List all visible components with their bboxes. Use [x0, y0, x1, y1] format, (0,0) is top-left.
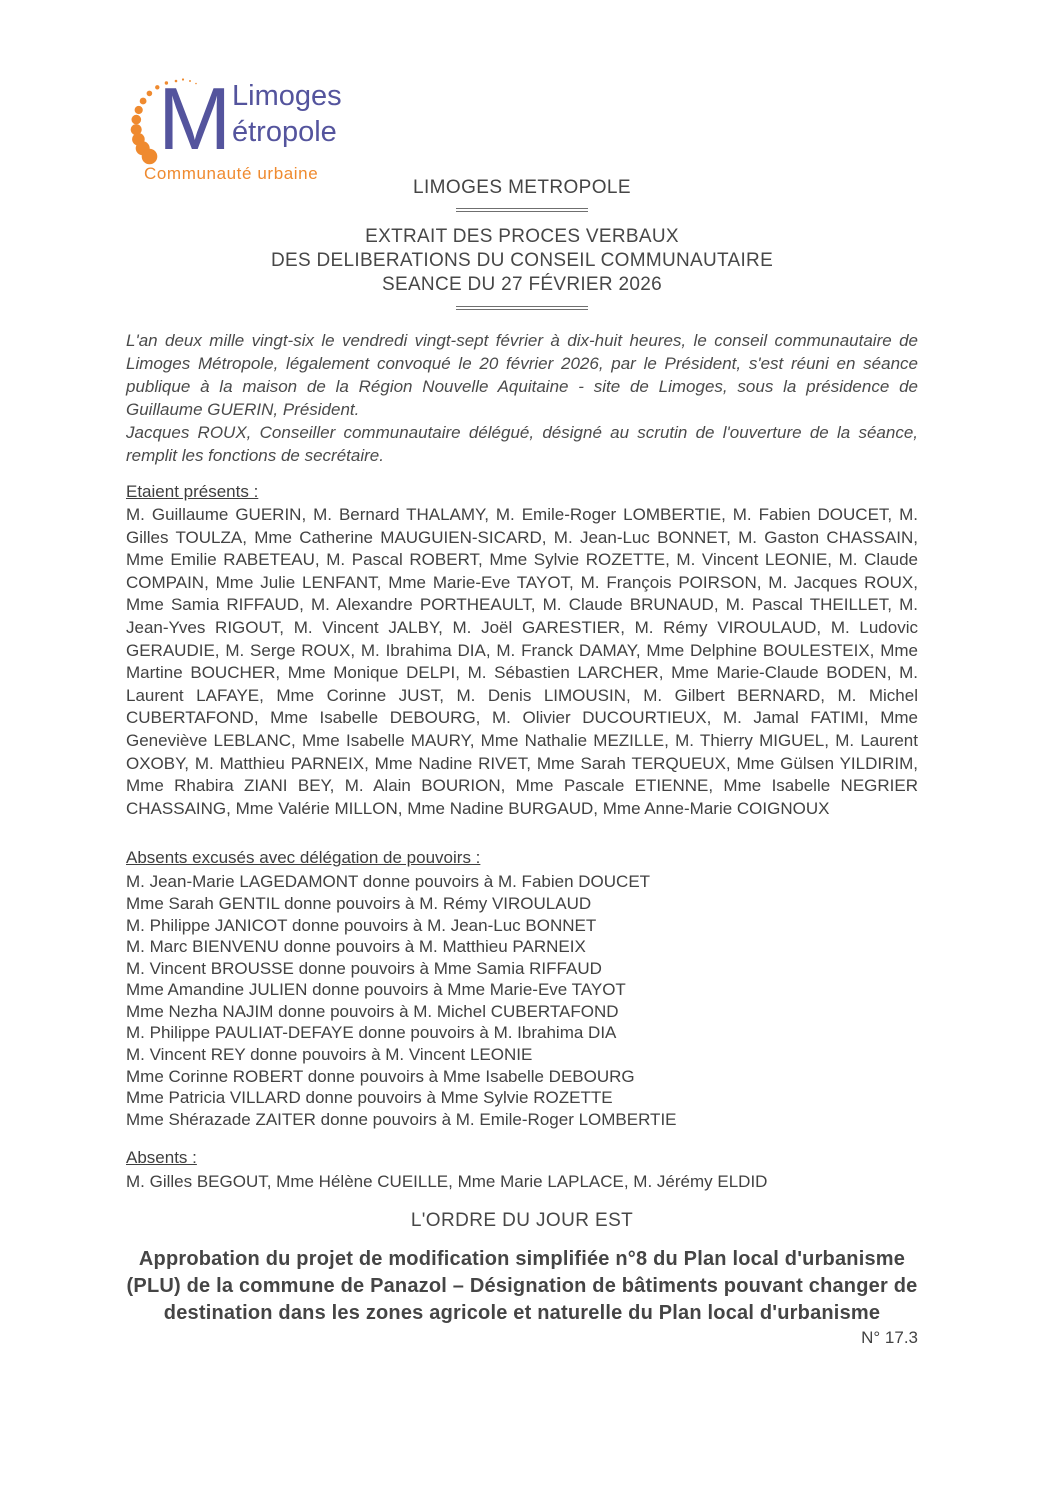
delegation-list	[126, 871, 918, 1130]
document-title-line1: EXTRAIT DES PROCES VERBAUX	[365, 226, 679, 247]
delegation-line: Mme Corinne ROBERT donne pouvoirs à Mme Isabelle DEBOURG	[126, 1066, 635, 1086]
agenda-item-number: N° 17.3	[861, 1328, 918, 1348]
agenda-heading: L'ORDRE DU JOUR EST	[410, 1210, 634, 1232]
separator-line	[456, 208, 588, 212]
session-intro-paragraph1: L'an deux mille vingt-six le vendredi vingt-sept février à dix-huit heures, le conseil communautaire de Limoges Métropole, légalement convoqué le 20 février 2026, par le Président, s'est réuni en séance publique à la maison de la Région Nouvelle Aquitaine - site de Limoges, sous la présidence de Guillaume GUERIN, Président.	[126, 331, 918, 419]
delegation-line: M. Vincent REY donne pouvoirs à M. Vincent LEONIE	[126, 1045, 533, 1065]
delegation-line: M. Philippe PAULIAT-DEFAYE donne pouvoirs à M. Ibrahima DIA	[126, 1023, 617, 1043]
logo-subtitle: Communauté urbaine	[144, 164, 319, 183]
delegation-line: M. Philippe JANICOT donne pouvoirs à M. Jean-Luc BONNET	[126, 915, 597, 935]
separator-line	[456, 306, 588, 310]
document-content	[126, 0, 918, 1348]
delegation-line: M. Jean-Marie LAGEDAMONT donne pouvoirs à M. Fabien DOUCET	[126, 872, 651, 892]
session-intro-paragraph2: Jacques ROUX, Conseiller communautaire délégué, désigné au scrutin de l'ouverture de la séance, remplit les fonctions de secrétaire.	[126, 423, 918, 465]
delegation-line: Mme Shérazade ZAITER donne pouvoirs à M. Emile-Roger LOMBERTIE	[126, 1109, 677, 1129]
excused-heading: Absents excusés avec délégation de pouvoirs :	[126, 848, 481, 868]
org-title: LIMOGES METROPOLE	[413, 177, 631, 198]
delegation-line: Mme Amandine JULIEN donne pouvoirs à Mme Marie-Eve TAYOT	[126, 980, 626, 1000]
presents-names: M. Guillaume GUERIN, M. Bernard THALAMY, M. Emile-Roger LOMBERTIE, M. Fabien DOUCET, M. Gilles TOULZA, Mme Catherine MAUGUIEN-SICARD, M. Jean-Luc BONNET, M. Gaston CHASSAIN, Mme Emilie RABETEAU, M. Pascal ROBERT, Mme Sylvie ROZETTE, M. Vincent LEONIE, M. Claude COMPAIN, Mme Julie LENFANT, Mme Marie-Eve TAYOT, M. François POIRSON, M. Jacques ROUX, Mme Samia RIFFAUD, M. Alexandre PORTHEAULT, M. Claude BRUNAUD, M. Pascal THEILLET, M. Jean-Yves RIGOUT, M. Vincent JALBY, M. Joël GARESTIER, M. Rémy VIROULAUD, M. Ludovic GERAUDIE, M. Serge ROUX, M. Ibrahima DIA, M. Franck DAMAY, Mme Delphine BOULESTEIX, Mme Martine BOUCHER, Mme Monique DELPI, M. Sébastien LARCHER, Mme Marie-Claude BODEN, M. Laurent LAFAYE, Mme Corinne JUST, M. Denis LIMOUSIN, M. Gilbert BERNARD, M. Michel CUBERTAFOND, Mme Isabelle DEBOURG, M. Olivier DUCOURTIEUX, M. Jamal FATIMI, Mme Geneviève LEBLANC, Mme Isabelle MAURY, Mme Nathalie MEZILLE, M. Thierry MIGUEL, M. Laurent OXOBY, M. Matthieu PARNEIX, Mme Nadine RIVET, Mme Sarah TERQUEUX, Mme Gülsen YILDIRIM, Mme Rhabira ZIANI BEY, M. Alain BOURION, Mme Pascale ETIENNE, Mme Isabelle NEGRIER CHASSAING, Mme Valérie MILLON, Mme Nadine BURGAUD, Mme Anne-Marie COIGNOUX	[126, 505, 918, 818]
document-title-line2: DES DELIBERATIONS DU CONSEIL COMMUNAUTAIRE	[270, 250, 774, 271]
delegation-line: Mme Nezha NAJIM donne pouvoirs à M. Michel CUBERTAFOND	[126, 1001, 619, 1021]
logo-word-etropole: étropole	[232, 116, 337, 148]
delegation-line: M. Marc BIENVENU donne pouvoirs à M. Matthieu PARNEIX	[126, 937, 586, 957]
agenda-item-title: Approbation du projet de modification simplifiée n°8 du Plan local d'urbanisme (PLU) de la commune de Panazol – Désignation de bâtiments pouvant changer de destination dans les zones agricole et naturelle du Plan local d'urbanisme	[126, 1248, 918, 1325]
absents-heading: Absents :	[126, 1148, 197, 1168]
document-title-line3: SEANCE DU 27 FÉVRIER 2026	[382, 274, 662, 295]
delegation-line: M. Vincent BROUSSE donne pouvoirs à Mme Samia RIFFAUD	[126, 958, 602, 978]
presents-heading: Etaient présents :	[126, 482, 259, 501]
delegation-line: Mme Sarah GENTIL donne pouvoirs à M. Rémy VIROULAUD	[126, 893, 592, 913]
session-intro	[126, 329, 918, 467]
delegation-line: Mme Patricia VILLARD donne pouvoirs à Mme Sylvie ROZETTE	[126, 1088, 613, 1108]
document-title	[126, 225, 918, 297]
logo-word-limoges: Limoges	[232, 80, 342, 112]
logo-letter-m: M	[158, 69, 230, 168]
absents-names: M. Gilles BEGOUT, Mme Hélène CUEILLE, Mme Marie LAPLACE, M. Jérémy ELDID	[126, 1172, 768, 1192]
